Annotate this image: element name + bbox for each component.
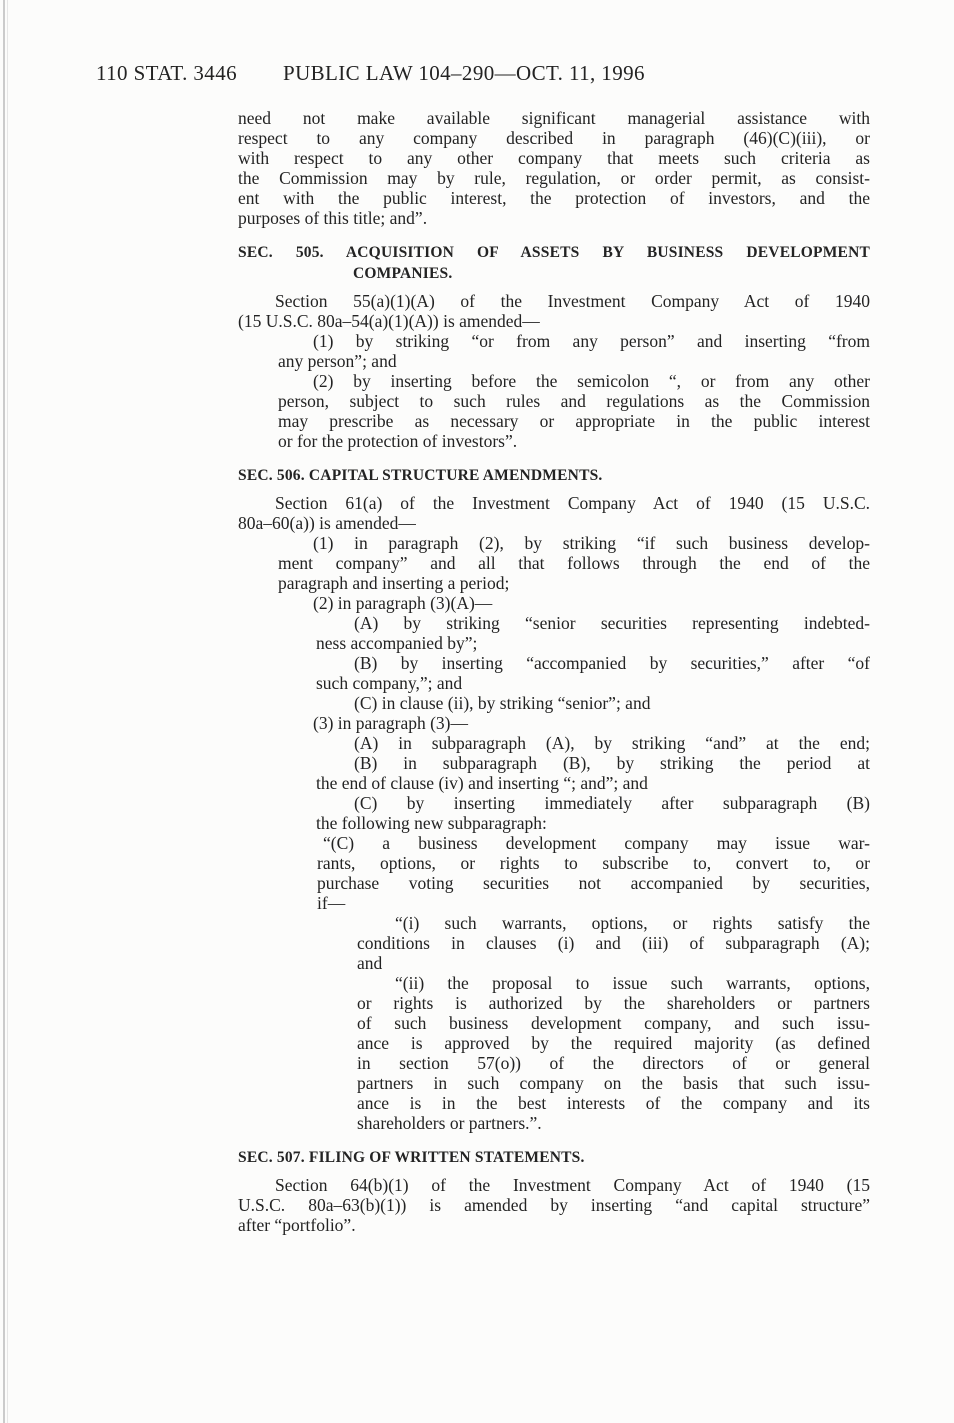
section-heading <box>238 1147 870 1168</box>
text-line: COMPANIES. <box>353 265 453 282</box>
text-line: (C) by inserting immediately after subparagraph (B) <box>354 793 870 813</box>
statute-paragraph <box>238 693 870 713</box>
text-line: 80a–60(a)) is amended— <box>238 513 416 533</box>
text-line: partners in such company on the basis that such issu- <box>357 1073 870 1093</box>
text-line: SEC. 505. ACQUISITION OF ASSETS BY BUSINESS DEVELOPMENT <box>238 244 870 261</box>
text-line: (C) in clause (ii), by striking “senior”; and <box>354 693 651 713</box>
text-line: such company,”; and <box>316 673 463 693</box>
text-line: U.S.C. 80a–63(b)(1)) is amended by inserting “and capital structure” <box>238 1195 870 1215</box>
text-line: SEC. 507. FILING OF WRITTEN STATEMENTS. <box>238 1149 585 1166</box>
text-line: “(i) such warrants, options, or rights satisfy the <box>395 913 870 933</box>
text-line: after “portfolio”. <box>238 1215 356 1235</box>
public-law-title: PUBLIC LAW 104–290—OCT. 11, 1996 <box>283 61 645 85</box>
text-line: (1) in paragraph (2), by striking “if such business develop- <box>313 533 870 553</box>
statute-paragraph <box>238 108 870 228</box>
text-line: purposes of this title; and”. <box>238 208 428 228</box>
text-line: (A) by striking “senior securities representing indebted- <box>354 613 870 633</box>
text-line: (2) in paragraph (3)(A)— <box>313 593 493 613</box>
statute-paragraph <box>238 291 870 331</box>
text-line: the following new subparagraph: <box>316 813 547 833</box>
text-line: conditions in clauses (i) and (iii) of subparagraph (A); <box>357 933 870 953</box>
statute-paragraph <box>238 613 870 653</box>
section-heading <box>238 465 870 486</box>
text-line: “(C) a business development company may issue war- <box>323 833 870 853</box>
text-line: (15 U.S.C. 80a–54(a)(1)(A)) is amended— <box>238 311 540 331</box>
text-line: (B) in subparagraph (B), by striking the period at <box>354 753 870 773</box>
text-line: or for the protection of investors”. <box>278 431 518 451</box>
statute-paragraph <box>238 593 870 613</box>
text-line: need not make available significant managerial assistance with <box>238 108 870 128</box>
text-line: in section 57(o)) of the directors of or general <box>357 1053 870 1073</box>
text-line: ance is in the best interests of the company and its <box>357 1093 870 1113</box>
statute-paragraph <box>238 833 870 913</box>
text-line: any person”; and <box>278 351 397 371</box>
statute-paragraph <box>238 793 870 833</box>
text-line: Section 61(a) of the Investment Company Act of 1940 (15 U.S.C. <box>275 493 870 513</box>
text-line: ment company” and all that follows through the end of the <box>278 553 870 573</box>
text-line: and <box>357 953 383 973</box>
text-line: paragraph and inserting a period; <box>278 573 510 593</box>
text-line: rants, options, or rights to subscribe to, convert to, or <box>317 853 870 873</box>
statute-paragraph <box>238 733 870 753</box>
text-line: Section 64(b)(1) of the Investment Company Act of 1940 (15 <box>275 1175 870 1195</box>
text-line: ent with the public interest, the protection of investors, and the <box>238 188 870 208</box>
scan-edge-line <box>3 0 5 1423</box>
text-line: respect to any company described in paragraph (46)(C)(iii), or <box>238 128 870 148</box>
statute-paragraph <box>238 973 870 1133</box>
text-line: Section 55(a)(1)(A) of the Investment Company Act of 1940 <box>275 291 870 311</box>
statute-paragraph <box>238 653 870 693</box>
text-line: or rights is authorized by the shareholders or partners <box>357 993 870 1013</box>
statute-paragraph <box>238 753 870 793</box>
text-line: person, subject to such rules and regulations as the Commission <box>278 391 870 411</box>
text-line: ance is approved by the required majority (as defined <box>357 1033 870 1053</box>
text-line: the end of clause (iv) and inserting “; and”; and <box>316 773 648 793</box>
stat-page-number: 110 STAT. 3446 <box>96 61 238 85</box>
text-line: purchase voting securities not accompanied by securities, <box>317 873 870 893</box>
text-line: (1) by striking “or from any person” and inserting “from <box>313 331 870 351</box>
document-body <box>238 108 870 1235</box>
text-line: of such business development company, and such issu- <box>357 1013 870 1033</box>
text-line: ness accompanied by”; <box>316 633 478 653</box>
text-line: the Commission may by rule, regulation, or order permit, as consist- <box>238 168 870 188</box>
scan-edge-line-2 <box>7 0 8 1423</box>
text-line: with respect to any other company that meets such criteria as <box>238 148 870 168</box>
text-line: “(ii) the proposal to issue such warrants, options, <box>395 973 870 993</box>
statute-paragraph <box>238 1175 870 1235</box>
statute-paragraph <box>238 533 870 593</box>
section-heading <box>238 242 870 284</box>
statute-paragraph <box>238 371 870 451</box>
text-line: (A) in subparagraph (A), by striking “and” at the end; <box>354 733 870 753</box>
text-line: shareholders or partners.”. <box>357 1113 542 1133</box>
statute-paragraph <box>238 913 870 973</box>
text-line: may prescribe as necessary or appropriate in the public interest <box>278 411 870 431</box>
statute-paragraph <box>238 493 870 533</box>
text-line: (B) by inserting “accompanied by securities,” after “of <box>354 653 870 673</box>
text-line: if— <box>317 893 346 913</box>
statute-paragraph <box>238 713 870 733</box>
text-line: SEC. 506. CAPITAL STRUCTURE AMENDMENTS. <box>238 467 603 484</box>
running-head <box>0 61 954 91</box>
text-line: (2) by inserting before the semicolon “, or from any other <box>313 371 870 391</box>
statute-paragraph <box>238 331 870 371</box>
text-line: (3) in paragraph (3)— <box>313 713 469 733</box>
